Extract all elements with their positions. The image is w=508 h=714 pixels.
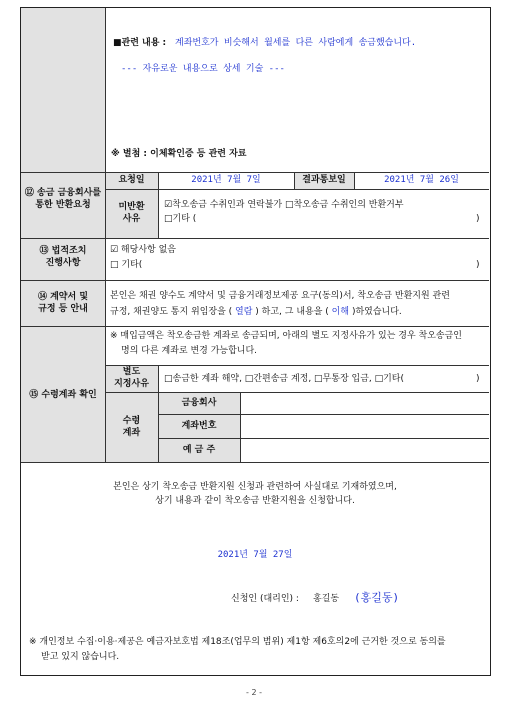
attachment-note: ※ 별첨 : 이체확인증 등 관련 자료 [111, 149, 247, 159]
row13-label: ⑬ 법적조치 진행사항 [39, 246, 87, 268]
application-date: 2021년 7월 27일 [217, 550, 293, 560]
applicant-name: 홍길동 [313, 594, 340, 604]
applicant-label: 신청인 (대리인) : [231, 594, 299, 604]
fill-read: 열람 [235, 307, 253, 317]
request-date-value: 2021년 7월 7일 [191, 175, 261, 185]
special-reason-options[interactable]: □송금한 계좌 해약, □간편송금 계정, □무통장 입금, □기타( [164, 374, 405, 384]
legal-action-other-close: ) [476, 260, 480, 270]
fill-understand: 이해 [331, 307, 350, 317]
contract-notice-line1: 본인은 채권 양수도 계약서 및 금융거래정보제공 요구(동의)서, 착오송금 반환지원 관련 [110, 291, 450, 301]
row14-label: ⑭ 계약서 및 규정 등 안내 [37, 292, 89, 314]
receive-account-label: 수령 계좌 [122, 416, 141, 438]
free-text-guide: --- 자유로운 내용으로 상세 기술 --- [121, 64, 285, 74]
account-number-label: 계좌번호 [181, 421, 217, 431]
page-number: - 2 - [246, 688, 262, 697]
legal-action-option-other[interactable]: □ 기타( [110, 260, 143, 270]
special-reason-label: 별도 지정사유 [114, 367, 149, 389]
receive-account-note-line1: ※ 매입금액은 착오송금한 계좌로 송금되며, 아래의 별도 지정사유가 있는 경우 착오송금인 [110, 331, 462, 341]
related-content-label: ■관련 내용 : [113, 38, 167, 48]
contract-notice-line2: 규정, 채권양도 통지 위임장을 ( 열람 ) 하고, 그 내용을 ( 이해 )하였습니다. [110, 307, 402, 317]
label-cell-top [21, 8, 105, 172]
unreturned-reason-other[interactable]: □기타 ( [164, 214, 197, 224]
declaration-line1: 본인은 상기 착오송금 반환지원 신청과 관련하여 사실대로 기재하였으며, [113, 482, 397, 492]
row15-label: ⑮ 수령계좌 확인 [29, 390, 97, 400]
application-form [20, 7, 491, 676]
unreturned-reason-other-close: ) [476, 214, 480, 224]
row12-label: ⑫ 송금 금융회사를 통한 반환요청 [24, 188, 102, 210]
applicant-signature: (홍길동) [354, 591, 400, 604]
privacy-note-line1: ※ 개인정보 수집·이용·제공은 예금자보호법 제18조(업무의 범위) 제1항 제6호의2에 근거한 것으로 동의를 [29, 637, 446, 647]
related-content-text: 계좌번호가 비슷해서 월세를 다른 사람에게 송금했습니다. [175, 38, 417, 48]
receive-account-note-line2: 명의 다른 계좌로 변경 가능합니다. [121, 346, 258, 356]
request-date-label: 요청일 [118, 175, 145, 185]
privacy-note-line2: 받고 있지 않습니다. [41, 652, 120, 662]
bank-field[interactable] [241, 393, 488, 413]
bank-label: 금융회사 [181, 398, 217, 408]
account-number-field[interactable] [241, 415, 488, 437]
result-date-value: 2021년 7월 26일 [384, 175, 459, 185]
depositor-label: 예 금 주 [182, 445, 216, 455]
unreturned-reason-options[interactable]: ☑착오송금 수취인과 연락불가 □착오송금 수취인의 반환거부 [164, 200, 404, 210]
legal-action-option-none[interactable]: ☑ 해당사항 없음 [110, 245, 176, 255]
result-date-label: 결과통보일 [302, 175, 346, 185]
special-reason-close: ) [476, 374, 480, 384]
depositor-field[interactable] [241, 439, 488, 461]
declaration-line2: 상기 내용과 같이 착오송금 반환지원을 신청합니다. [155, 496, 355, 506]
unreturned-reason-label: 미반환 사유 [118, 202, 145, 224]
